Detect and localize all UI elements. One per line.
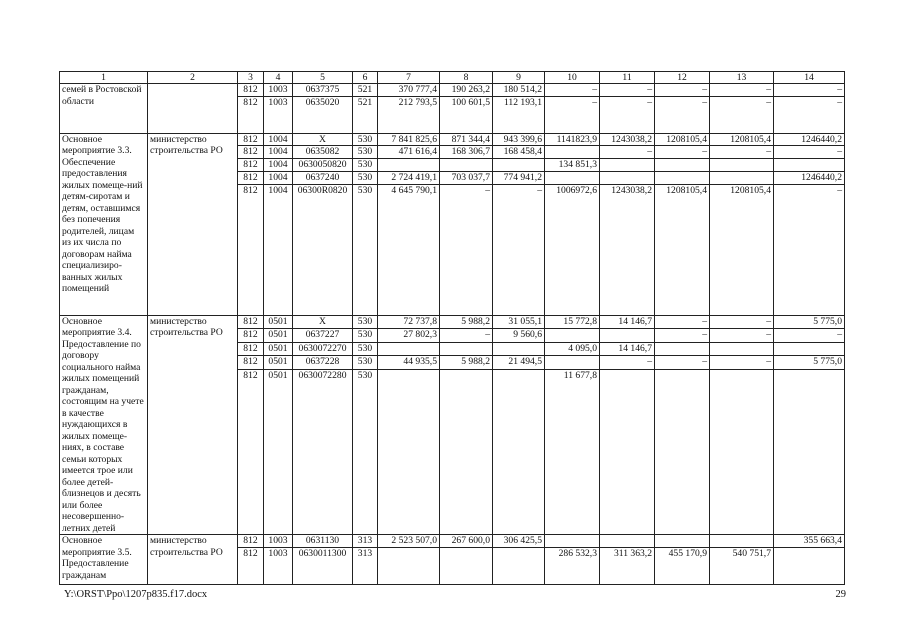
table-cell	[440, 342, 493, 356]
table-cell: 530	[353, 171, 378, 184]
table-cell: 44 935,5	[378, 356, 440, 370]
table-cell: 1004	[264, 171, 293, 184]
table-cell: 1208105,4	[655, 133, 710, 146]
header-cell: 11	[600, 72, 655, 84]
table-cell: –	[774, 329, 845, 343]
table-cell: X	[293, 133, 353, 146]
header-cell: 1	[60, 72, 148, 84]
header-row	[60, 72, 845, 84]
table-cell: 0631130	[293, 535, 353, 548]
table-cell	[600, 535, 655, 548]
table-cell: –	[545, 96, 600, 133]
header-cell: 4	[264, 72, 293, 84]
table-cell: 21 494,5	[493, 356, 545, 370]
table-cell: 540 751,7	[710, 547, 774, 584]
table-cell: 4 645 790,1	[378, 184, 440, 315]
table-cell	[655, 535, 710, 548]
table-cell: 471 616,4	[378, 146, 440, 159]
table-cell: 530	[353, 369, 378, 534]
table-cell: –	[710, 315, 774, 329]
table-cell: –	[600, 146, 655, 159]
table-cell	[710, 158, 774, 171]
table-cell: 27 802,3	[378, 329, 440, 343]
table-row	[60, 315, 845, 329]
table-cell: 306 425,5	[493, 535, 545, 548]
table-cell: 212 793,5	[378, 96, 440, 133]
table-cell: 0630072270	[293, 342, 353, 356]
table-cell	[710, 369, 774, 534]
table-cell: 0637227	[293, 329, 353, 343]
table-cell	[545, 535, 600, 548]
table-cell: –	[710, 146, 774, 159]
table-cell: 355 663,4	[774, 535, 845, 548]
table-cell: 812	[238, 158, 264, 171]
table-cell: 812	[238, 96, 264, 133]
table-cell: 1246440,2	[774, 133, 845, 146]
table-cell	[774, 158, 845, 171]
header-cell: 6	[353, 72, 378, 84]
table-cell: 812	[238, 171, 264, 184]
table-cell	[600, 369, 655, 534]
table-cell: 15 772,8	[545, 315, 600, 329]
executor-name: министерство строительства РО	[148, 315, 238, 535]
table-cell: –	[655, 315, 710, 329]
table-cell: 9 560,6	[493, 329, 545, 343]
table-cell: 1208105,4	[655, 184, 710, 315]
table-cell: 0501	[264, 329, 293, 343]
table-cell: 370 777,4	[378, 84, 440, 97]
table-cell: –	[655, 356, 710, 370]
table-cell	[545, 356, 600, 370]
table-cell	[378, 369, 440, 534]
table-cell: 14 146,7	[600, 342, 655, 356]
table-cell: 168 458,4	[493, 146, 545, 159]
header-cell: 12	[655, 72, 710, 84]
table-cell: 1003	[264, 84, 293, 97]
table-cell: 06300R0820	[293, 184, 353, 315]
table-cell: 5 775,0	[774, 356, 845, 370]
table-cell: –	[774, 146, 845, 159]
table-cell	[600, 329, 655, 343]
table-cell: 313	[353, 535, 378, 548]
table-cell: 530	[353, 315, 378, 329]
table-cell	[600, 171, 655, 184]
table-cell: –	[774, 96, 845, 133]
table-cell: 1004	[264, 133, 293, 146]
table-cell: 0501	[264, 369, 293, 534]
table-cell	[774, 547, 845, 584]
table-cell: 812	[238, 356, 264, 370]
table-cell: 812	[238, 535, 264, 548]
table-cell: –	[600, 84, 655, 97]
table-cell: 0501	[264, 356, 293, 370]
table-cell: 521	[353, 84, 378, 97]
table-cell: 2 523 507,0	[378, 535, 440, 548]
table-cell: 11 677,8	[545, 369, 600, 534]
table-cell: 134 851,3	[545, 158, 600, 171]
table-cell: –	[774, 84, 845, 97]
table-cell: 530	[353, 158, 378, 171]
table-cell: 1243038,2	[600, 184, 655, 315]
table-cell: 1141823,9	[545, 133, 600, 146]
table-cell	[378, 342, 440, 356]
table-cell	[774, 369, 845, 534]
table-row	[60, 84, 845, 97]
table-cell: 1208105,4	[710, 133, 774, 146]
table-cell: 1004	[264, 158, 293, 171]
table-cell: 180 514,2	[493, 84, 545, 97]
table-cell: 0637375	[293, 84, 353, 97]
table-cell: 0630011300	[293, 547, 353, 584]
table-cell	[774, 342, 845, 356]
table-cell: 530	[353, 133, 378, 146]
table-cell: –	[655, 146, 710, 159]
table-cell: –	[710, 329, 774, 343]
table-cell: 0630050820	[293, 158, 353, 171]
table-cell: 14 146,7	[600, 315, 655, 329]
header-cell: 3	[238, 72, 264, 84]
table-cell: 530	[353, 329, 378, 343]
table-cell	[655, 158, 710, 171]
table-cell: 1006972,6	[545, 184, 600, 315]
table-cell: –	[493, 184, 545, 315]
table-cell: 812	[238, 329, 264, 343]
table-cell: 812	[238, 342, 264, 356]
table-cell: –	[600, 356, 655, 370]
table-cell: 0637228	[293, 356, 353, 370]
table-cell: 1208105,4	[710, 184, 774, 315]
table-cell	[710, 535, 774, 548]
header-cell: 5	[293, 72, 353, 84]
header-cell: 2	[148, 72, 238, 84]
header-cell: 10	[545, 72, 600, 84]
file-path: Y:\ORST\Ppo\1207p835.f17.docx	[64, 589, 208, 600]
table-cell: 1003	[264, 535, 293, 548]
table-cell: 703 037,7	[440, 171, 493, 184]
table-cell: 1004	[264, 146, 293, 159]
table-cell: 774 941,2	[493, 171, 545, 184]
table-cell	[493, 342, 545, 356]
table-cell: 4 095,0	[545, 342, 600, 356]
header-cell: 9	[493, 72, 545, 84]
table-cell: –	[774, 184, 845, 315]
table-cell: 812	[238, 547, 264, 584]
table-cell: 5 988,2	[440, 356, 493, 370]
table-cell	[440, 369, 493, 534]
table-cell: 455 170,9	[655, 547, 710, 584]
table-cell: 812	[238, 184, 264, 315]
table-cell: 0635020	[293, 96, 353, 133]
table-cell: 0501	[264, 342, 293, 356]
table-cell: 812	[238, 146, 264, 159]
table-cell	[440, 158, 493, 171]
table-cell: –	[710, 356, 774, 370]
table-cell: 1004	[264, 184, 293, 315]
table-cell: 812	[238, 315, 264, 329]
table-cell: 100 601,5	[440, 96, 493, 133]
header-cell: 7	[378, 72, 440, 84]
measure-name: семей в Ростовской области	[60, 84, 148, 134]
table-cell: 530	[353, 356, 378, 370]
table-cell: 812	[238, 369, 264, 534]
table-cell: 31 055,1	[493, 315, 545, 329]
table-cell: 812	[238, 133, 264, 146]
header-cell: 8	[440, 72, 493, 84]
table-cell: 530	[353, 184, 378, 315]
table-cell: 530	[353, 146, 378, 159]
table-cell: 311 363,2	[600, 547, 655, 584]
table-cell: –	[655, 96, 710, 133]
table-cell: 812	[238, 84, 264, 97]
table-cell	[600, 158, 655, 171]
table-cell: –	[600, 96, 655, 133]
table-cell	[710, 171, 774, 184]
table-cell: 1003	[264, 547, 293, 584]
table-cell: 5 988,2	[440, 315, 493, 329]
table-cell: 943 399,6	[493, 133, 545, 146]
table-cell: –	[440, 184, 493, 315]
table-cell: 521	[353, 96, 378, 133]
table-cell: 1003	[264, 96, 293, 133]
table-cell	[655, 369, 710, 534]
table-cell: 0630072280	[293, 369, 353, 534]
table-cell: 0501	[264, 315, 293, 329]
table-cell	[378, 547, 440, 584]
table-cell: 168 306,7	[440, 146, 493, 159]
table-cell	[655, 342, 710, 356]
table-cell: 5 775,0	[774, 315, 845, 329]
budget-table	[59, 71, 845, 585]
table-cell: –	[710, 84, 774, 97]
executor-name	[148, 84, 238, 134]
table-cell	[440, 547, 493, 584]
page-number: 29	[835, 589, 846, 600]
measure-name: Основное мероприятие 3.5. Предоставление гражданам	[60, 535, 148, 585]
table-cell: 2 724 419,1	[378, 171, 440, 184]
table-cell: X	[293, 315, 353, 329]
table-cell	[493, 158, 545, 171]
measure-name: Основное мероприятие 3.3. Обеспечение предоставления жилых помеще-ний детям-сиротам и детям, оставшимся без попечения родителей, лицам из их числа по договорам найма специализиро-ванных жилых помещений	[60, 133, 148, 315]
table-cell	[545, 146, 600, 159]
table-row	[60, 133, 845, 146]
table-cell: 313	[353, 547, 378, 584]
table-cell: –	[545, 84, 600, 97]
table-cell: 190 263,2	[440, 84, 493, 97]
table-cell	[545, 329, 600, 343]
header-cell: 14	[774, 72, 845, 84]
measure-name: Основное мероприятие 3.4. Предоставление по договору социального найма жилых помещений гражданам, состоящим на учете в качестве нуждающихся в жилых помеще-ниях, в составе семьи которых имеется трое или более детей-близнецов и десять или более несовершенно-летних детей	[60, 315, 148, 535]
table-cell	[545, 171, 600, 184]
table-cell	[378, 158, 440, 171]
table-cell: –	[440, 329, 493, 343]
table-cell	[710, 342, 774, 356]
table-cell	[493, 369, 545, 534]
table-cell: 871 344,4	[440, 133, 493, 146]
table-cell: 286 532,3	[545, 547, 600, 584]
table-cell	[655, 171, 710, 184]
table-row	[60, 535, 845, 548]
table-cell: 530	[353, 342, 378, 356]
table-cell: 72 737,8	[378, 315, 440, 329]
table-cell: –	[655, 84, 710, 97]
table-cell: 112 193,1	[493, 96, 545, 133]
header-cell: 13	[710, 72, 774, 84]
executor-name: министерство строительства РО	[148, 133, 238, 315]
table-cell: 1243038,2	[600, 133, 655, 146]
table-cell: 0637240	[293, 171, 353, 184]
executor-name: министерство строительства РО	[148, 535, 238, 585]
table-cell: 0635082	[293, 146, 353, 159]
table-cell	[493, 547, 545, 584]
table-cell: 1246440,2	[774, 171, 845, 184]
table-cell: 267 600,0	[440, 535, 493, 548]
table-cell: –	[655, 329, 710, 343]
table-cell: 7 841 825,6	[378, 133, 440, 146]
table-cell: –	[710, 96, 774, 133]
